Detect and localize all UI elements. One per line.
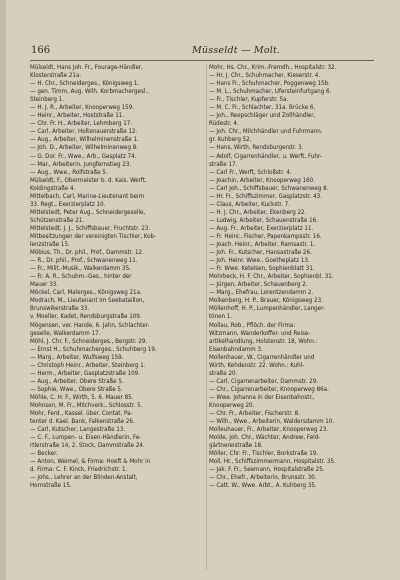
directory-entry: — Fr. Wwe. Ketelsen, Sophienblatt 31. (209, 265, 315, 273)
left-column (30, 64, 204, 574)
page-header (24, 45, 372, 59)
directory-entry: Möhle, C. H. F., Wirth, 5. 6. Mauer 85. (30, 393, 134, 401)
directory-entry: straße 17. (209, 160, 238, 168)
directory-entry: Mitbesitzungen der vereinigten Tischler, Kob- (30, 232, 157, 240)
directory-entry: Möckel, Carl, Malerges., Königsweg 21a. (30, 289, 142, 297)
directory-entry: Mittelstedt, J. J., Schiffsbauer, Fruchtstr. 23. (30, 224, 151, 232)
directory-entry: Steinberg 1. (30, 96, 64, 104)
directory-entry: — Catt. W., Wwe. Arbt., A. Kuhberg 35. (209, 482, 317, 490)
directory-entry: tenter d. Kael. Bank, Falkenstraße 26. (30, 418, 135, 426)
directory-entry: — Chr. Fr., Arbeiter, Fischerstr. 8. (209, 410, 300, 418)
directory-entry: — Hr. Fr., Schiffszimmer, Gasplatzstr. 43. (209, 192, 322, 200)
directory-entry: — Joach. Heinr., Arbeiter, Ramsastr. 1. (209, 241, 316, 249)
directory-entry: Möller, Chr. Fr., Tischler, Borkstraße 19. (209, 450, 319, 458)
directory-entry: Knooperweg 20. (209, 401, 255, 409)
directory-entry: — Aug. Fr., Arbeiter, Exerzierplatz 11. (209, 224, 314, 232)
directory-entry: — Ernst H., Schuhmacherges., Schuhberg 19. (30, 345, 157, 353)
directory-entry: v. Moeller, Kadet, Rendsburgstraße 109. (30, 313, 142, 321)
directory-entry: — Hans, Wirth, Rendsburgerstr. 3. (209, 144, 304, 152)
directory-entry: — Joh. Fr., Kutscher, Hansastraße 26. (209, 249, 312, 257)
directory-entry: artikelhandlung, Holstenstr. 18, Wohn.: (209, 337, 318, 345)
directory-entry: — C. F., Lumpen- u. Eisen-Händlerin, Fe- (30, 434, 142, 442)
directory-entry: — Hr. J. Chr., Schuhmacher, Kieserstr. 4. (209, 72, 321, 80)
directory-entry: — Aug., Wwe., Rolfstraße 5. (30, 168, 108, 176)
directory-entry: Mögensen, ver. Hande, 6. Jahn, Schlachter- (30, 321, 150, 329)
header-rule (30, 60, 374, 61)
directory-entry: 33. Regt., Exerzierplatz 10. (30, 200, 106, 208)
directory-entry: Mollenhauer, W., Cigarrenhändler und (209, 353, 315, 361)
directory-entry: d. Firma: C. F. Kinck, Friedrichstr. 1. (30, 466, 128, 474)
directory-entry: Mohr, Hs. Chr., Krim.-Fremdh., Hospitalstr. 32. (209, 64, 337, 71)
directory-entry: — Aug., Arbeiter, Obere Straße 5. (30, 377, 124, 385)
directory-entry: — Carl, Cigarrenarbeiter, Dammstr. 29. (209, 377, 319, 385)
directory-entry: — H. J. R., Arbeiter, Knooperweg 159. (30, 104, 135, 112)
directory-entry: — Johs., Lehrer an der Blinden-Anstalt, (30, 474, 138, 482)
directory-entry: — Carl Joh., Schiffsbauer, Schwanenweg 8. (209, 184, 329, 192)
directory-entry: Witzmann, Wanderkoffer- und Reise- (209, 329, 311, 337)
directory-entry: — G. Dor. Fr., Wwe., Arb., Gasplatz 74. (30, 152, 137, 160)
directory-entry: — Joachin, Arbeiter, Knooperweg 160. (209, 176, 315, 184)
directory-entry: Mohr, Ferd., Kassel. über. Contat, Pa- (30, 410, 133, 418)
directory-entry: Mollau, Rob., Pflöch. der Firma: (209, 321, 296, 329)
directory-entry: Hornstraße 15. (30, 482, 72, 490)
directory-entry: — Carl, Arbeiter, Holtenauerstraße 12. (30, 128, 138, 136)
directory-entry: — Becker. (30, 450, 58, 458)
directory-entry: — R., Dr. phil., Prof., Schwanenweg 11. (30, 257, 138, 265)
directory-entry: Wirth, Kehdenstr. 22. Wohn.: Kuhl- (209, 361, 305, 369)
directory-entry: — Jürgen, Arbeiter, Schauenberg 2. (209, 281, 308, 289)
right-column (209, 64, 383, 574)
directory-entry: — Chr., Cigarrenarbeiter, Knooperweg 86a. (209, 385, 329, 393)
directory-entry: — Aug., Arbeiter, Wilhelminenstraße 1. (30, 136, 139, 144)
directory-entry: — Sophie, Wwe., Obere Straße 5. (30, 385, 123, 393)
directory-entry: Koldingstraße 4. (30, 184, 76, 192)
directory-entry: — Chr., Ehefr., Arbeiterin, Brunsstr. 30. (209, 474, 317, 482)
directory-entry: — Fr., Tischler, Kupferstr. 5a. (209, 96, 289, 104)
directory-entry: gr. Kuhberg 52. (209, 136, 252, 144)
directory-entry: — Mar., Arbeiterin, Jungfernstieg 23. (30, 160, 132, 168)
directory-entry: gärtnereistraße 18. (209, 442, 263, 450)
column-divider (206, 64, 207, 570)
directory-entry: Modrach, M., Lieutenant im Seebataillon, (30, 297, 145, 305)
directory-entry: Mülseldt, Hans Joh. Fr., Fourage-Händler, (30, 64, 143, 71)
directory-entry: — Christoph Heinr., Arbeiter, Steinberg 1. (30, 361, 146, 369)
directory-entry: Mittelstedt, Peter Aug., Schneidergeselle, (30, 208, 146, 216)
directory-entry: Möbius, Th., Dr. phil., Prof., Dammstr. 12. (30, 249, 144, 257)
directory-entry: Molkenberg, H. P., Brauer, Königsweg 23. (209, 297, 323, 305)
directory-entry: — Fr. Heinr., Fischer, Papenkampsstr. 16. (209, 232, 322, 240)
directory-entry: — Marg., Ehefrau, Lorentzendamm 2. (209, 289, 314, 297)
directory-entry: — Ludwig, Arbeiter, Schauenstraße 16. (209, 216, 318, 224)
directory-entry: — Joh. D., Arbeiter, Wilhelminenweg 8. (30, 144, 139, 152)
directory-entry: Mohrbeck, H. F. Chr., Arbeiter, Sophienbl. 31. (209, 273, 334, 281)
directory-entry: tönen 1. (209, 313, 233, 321)
directory-entry: — Carl Fr., Werft, Schloßstr. 4. (209, 168, 292, 176)
directory-entry: — Wilh., Wwe., Arbeiterin, Waldersdamm 10. (209, 418, 335, 426)
directory-entry: straße 20. (209, 369, 238, 377)
directory-entry: Mohnsen, M. Fr., Milchverk., Schlosstr. 5. (30, 401, 143, 409)
directory-entry: — Claus, Arbeiter, Kuckstr. 7. (209, 200, 290, 208)
directory-entry: — M. L., Schuhmacher, Ufersteinfurtgang 6. (209, 88, 332, 96)
directory-entry: lenzstraße 15. (30, 241, 70, 249)
directory-entry: — Joh., Reepschläger und Zollhändler, (209, 112, 316, 120)
directory-entry: rtlerstraße 14, 2. Stock, Dammstraße 24. (30, 442, 145, 450)
directory-entry: Möhl, J. Chr. F., Schneiderges., Bergstr. 29. (30, 337, 148, 345)
directory-entry: Mauer 33. (30, 281, 59, 289)
directory-entry: — Heinr., Arbeiter, Hoststraße 11. (30, 112, 125, 120)
directory-entry: — gen. Timm, Aug. Wilh. Korbmachergesl., (30, 88, 149, 96)
directory-entry: — Joh. Heinr. Wwe., Goetheplatz 13. (209, 257, 310, 265)
directory-entry: Schützenstraße 21. (30, 216, 85, 224)
directory-entry: geselle, Walkerdamm 17. (30, 329, 101, 337)
directory-entry: Brunswikerstraße 33. (30, 305, 90, 313)
directory-entry: Mülseldt, F., Obermeister b. d. Kais. Werft, (30, 176, 147, 184)
directory-entry: — Marg., Arbeiter, Wulfsweg 159. (30, 353, 124, 361)
directory-entry: — Fr. A. R., Schuhm.-Ges., hinter der (30, 273, 132, 281)
directory-entry: Rüdestr. 4. (209, 120, 239, 128)
directory-entry: — Wwe. Johanna in der Eisenbahnstr., (209, 393, 315, 401)
running-head: Müsseldt — Molt. (192, 45, 281, 56)
directory-entry: — Joh. Chr., Milchhändler und Fuhrmann, (209, 128, 323, 136)
directory-entry: — H. Chr., Schneiderges., Königsweg 1. (30, 80, 140, 88)
directory-entry: Moll, Hr., Schiffszimmermann, Hospitalstr. 35. (209, 458, 336, 466)
directory-entry: Möllenhoff, H. P., Lumpenhändler, Langer- (209, 305, 325, 313)
directory-entry: — Anton, Weimel, & Firma: Hoeft & Mohr in (30, 458, 151, 466)
directory-entry: — M. C. Fr., Schlachter, 31a. Brücke 6. (209, 104, 316, 112)
directory-entry: — Jak. F. Fr., Seemann, Hospitalstraße 25. (209, 466, 325, 474)
directory-entry: — Chr. Fr. H., Arbeiter, Lehmberg 17. (30, 120, 133, 128)
directory-entry: — Carl, Kutscher, Langestraße 13. (30, 426, 126, 434)
directory-entry: — Fr., Milit.-Musik., Walkerdamm 35. (30, 265, 131, 273)
directory-entry: Mittelbach, Carl, Marine-Lieutenant beim (30, 192, 144, 200)
page-number: 166 (31, 45, 51, 56)
directory-entry: — H. J. Chr., Arbeiter, Ekenberg 22. (209, 208, 307, 216)
directory-entry: Molleuhauer, Fr., Arbeiter, Knooperweg 23. (209, 426, 329, 434)
directory-entry: — Hans Fr., Schuhmacher, Poggenweg 15b. (209, 80, 330, 88)
directory-entry: — Herm., Arbeiter, Gasplatzstraße 109. (30, 369, 140, 377)
directory-entry: Eisenbahndamm 3. (209, 345, 263, 353)
directory-entry: Klosterstraße 21a. (30, 72, 82, 80)
directory-entry: Molde, Joh. Chr., Wächter, Andrew, Feld- (209, 434, 321, 442)
directory-entry: — Adolf, Cigarrenhändler, u. Werft, Fuhr- (209, 152, 322, 160)
